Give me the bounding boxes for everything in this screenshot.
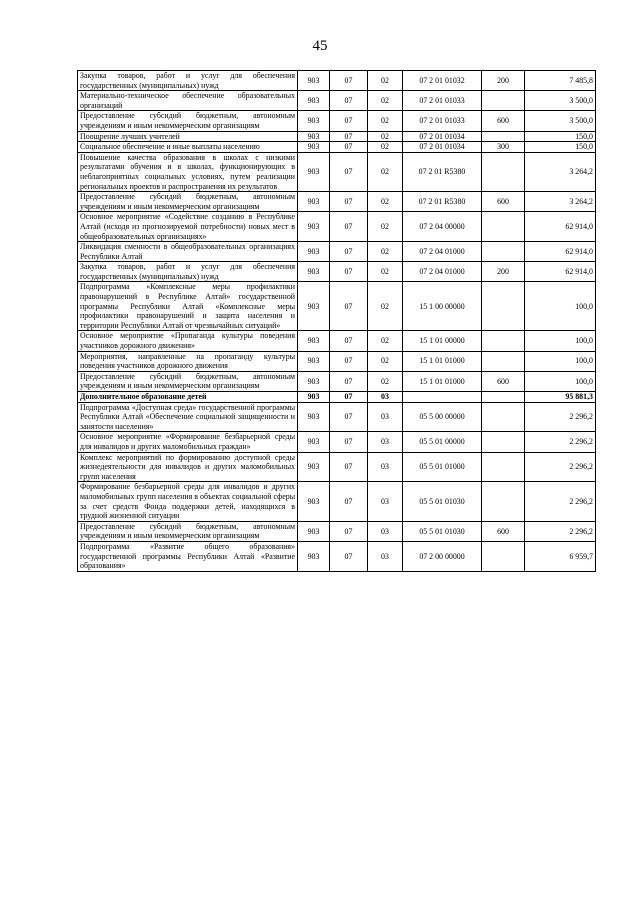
- grbs-code-cell: 903: [298, 152, 330, 191]
- subsection-code-cell: 02: [368, 131, 403, 142]
- section-code-cell: 07: [330, 212, 368, 242]
- expense-type-cell: 600: [482, 521, 525, 541]
- grbs-code-cell: 903: [298, 262, 330, 282]
- target-article-cell: 07 2 01 R5380: [403, 152, 482, 191]
- row-name-cell: Повышение качества образования в школах с низкими результатами обучения и в школах, функционирующих в неблагоприятных социальных условиях, путем реализации региональных проектов и распространения их результатов: [78, 152, 298, 191]
- grbs-code-cell: 903: [298, 521, 330, 541]
- amount-cell: 95 881,3: [525, 392, 596, 403]
- row-name-cell: Основное мероприятие «Пропаганда культуры поведения участников дорожного движения»: [78, 331, 298, 351]
- amount-cell: 7 485,8: [525, 71, 596, 91]
- row-name-cell: Закупка товаров, работ и услуг для обеспечения государственных (муниципальных) нужд: [78, 71, 298, 91]
- expense-type-cell: 600: [482, 192, 525, 212]
- section-code-cell: 07: [330, 111, 368, 131]
- grbs-code-cell: 903: [298, 452, 330, 482]
- section-code-cell: 07: [330, 131, 368, 142]
- table-row: [78, 482, 596, 521]
- amount-cell: 3 500,0: [525, 91, 596, 111]
- subsection-code-cell: 03: [368, 432, 403, 452]
- section-code-cell: 07: [330, 482, 368, 521]
- target-article-cell: 05 5 00 00000: [403, 402, 482, 432]
- subsection-code-cell: 02: [368, 192, 403, 212]
- grbs-code-cell: 903: [298, 371, 330, 391]
- target-article-cell: 07 2 01 R5380: [403, 192, 482, 212]
- table-row: [78, 541, 596, 571]
- expense-type-cell: [482, 452, 525, 482]
- table-row: [78, 392, 596, 403]
- target-article-cell: 15 1 01 00000: [403, 331, 482, 351]
- section-code-cell: 07: [330, 351, 368, 371]
- expense-type-cell: [482, 402, 525, 432]
- row-name-cell: Дополнительное образование детей: [78, 392, 298, 403]
- table-row: [78, 452, 596, 482]
- target-article-cell: 05 5 01 00000: [403, 432, 482, 452]
- subsection-code-cell: 02: [368, 152, 403, 191]
- table-row: [78, 432, 596, 452]
- section-code-cell: 07: [330, 91, 368, 111]
- row-name-cell: Основное мероприятие «Содействие созданию в Республике Алтай (исходя из прогнозируемой потребности) новых мест в общеобразовательных организациях»: [78, 212, 298, 242]
- amount-cell: 100,0: [525, 282, 596, 331]
- amount-cell: 2 296,2: [525, 482, 596, 521]
- section-code-cell: 07: [330, 452, 368, 482]
- subsection-code-cell: 03: [368, 402, 403, 432]
- subsection-code-cell: 02: [368, 91, 403, 111]
- amount-cell: 100,0: [525, 371, 596, 391]
- table-row: [78, 152, 596, 191]
- row-name-cell: Социальное обеспечение и иные выплаты населению: [78, 142, 298, 153]
- target-article-cell: 07 2 04 01000: [403, 262, 482, 282]
- table-row: [78, 402, 596, 432]
- subsection-code-cell: 02: [368, 142, 403, 153]
- grbs-code-cell: 903: [298, 432, 330, 452]
- expense-type-cell: 200: [482, 262, 525, 282]
- grbs-code-cell: 903: [298, 541, 330, 571]
- subsection-code-cell: 02: [368, 331, 403, 351]
- expense-type-cell: [482, 212, 525, 242]
- amount-cell: 3 500,0: [525, 111, 596, 131]
- table-row: [78, 91, 596, 111]
- table-row: [78, 242, 596, 262]
- target-article-cell: 05 5 01 01030: [403, 521, 482, 541]
- expense-type-cell: [482, 541, 525, 571]
- grbs-code-cell: 903: [298, 282, 330, 331]
- expense-type-cell: [482, 392, 525, 403]
- target-article-cell: 05 5 01 01000: [403, 452, 482, 482]
- amount-cell: 2 296,2: [525, 521, 596, 541]
- grbs-code-cell: 903: [298, 212, 330, 242]
- subsection-code-cell: 02: [368, 71, 403, 91]
- table-row: [78, 142, 596, 153]
- row-name-cell: Формирование безбарьерной среды для инвалидов и других маломобильных групп населения в объектах социальной сферы за счет средств Фонда поддержки детей, находящихся в трудной жизненной ситуации: [78, 482, 298, 521]
- target-article-cell: 07 2 00 00000: [403, 541, 482, 571]
- expense-type-cell: [482, 131, 525, 142]
- row-name-cell: Подпрограмма «Комплексные меры профилактики правонарушений в Республике Алтай» государственной программы Республики Алтай «Комплексные меры профилактики правонарушений и защита населения и территории Республики Алтай от чрезвычайных ситуаций»: [78, 282, 298, 331]
- section-code-cell: 07: [330, 432, 368, 452]
- section-code-cell: 07: [330, 262, 368, 282]
- subsection-code-cell: 02: [368, 212, 403, 242]
- amount-cell: 100,0: [525, 351, 596, 371]
- grbs-code-cell: 903: [298, 482, 330, 521]
- expense-type-cell: [482, 482, 525, 521]
- expense-type-cell: [482, 91, 525, 111]
- section-code-cell: 07: [330, 282, 368, 331]
- target-article-cell: 07 2 01 01032: [403, 71, 482, 91]
- subsection-code-cell: 02: [368, 262, 403, 282]
- target-article-cell: 07 2 04 00000: [403, 212, 482, 242]
- grbs-code-cell: 903: [298, 71, 330, 91]
- table-row: [78, 331, 596, 351]
- section-code-cell: 07: [330, 541, 368, 571]
- subsection-code-cell: 02: [368, 282, 403, 331]
- grbs-code-cell: 903: [298, 242, 330, 262]
- amount-cell: 100,0: [525, 331, 596, 351]
- expense-type-cell: [482, 242, 525, 262]
- target-article-cell: 15 1 01 01000: [403, 351, 482, 371]
- subsection-code-cell: 03: [368, 452, 403, 482]
- table-row: [78, 521, 596, 541]
- grbs-code-cell: 903: [298, 351, 330, 371]
- section-code-cell: 07: [330, 152, 368, 191]
- grbs-code-cell: 903: [298, 91, 330, 111]
- expense-type-cell: 600: [482, 111, 525, 131]
- table-row: [78, 192, 596, 212]
- amount-cell: 3 264,2: [525, 192, 596, 212]
- subsection-code-cell: 02: [368, 111, 403, 131]
- section-code-cell: 07: [330, 242, 368, 262]
- expense-type-cell: [482, 351, 525, 371]
- table-row: [78, 111, 596, 131]
- table-row: [78, 371, 596, 391]
- row-name-cell: Предоставление субсидий бюджетным, автономным учреждениям и иным некоммерческим организациям: [78, 371, 298, 391]
- section-code-cell: 07: [330, 521, 368, 541]
- table-row: [78, 212, 596, 242]
- table-row: [78, 282, 596, 331]
- target-article-cell: 07 2 01 01034: [403, 142, 482, 153]
- row-name-cell: Подпрограмма «Развитие общего образования» государственной программы Республики Алтай «Развитие образования»: [78, 541, 298, 571]
- amount-cell: 62 914,0: [525, 212, 596, 242]
- section-code-cell: 07: [330, 142, 368, 153]
- amount-cell: 150,0: [525, 131, 596, 142]
- grbs-code-cell: 903: [298, 402, 330, 432]
- section-code-cell: 07: [330, 331, 368, 351]
- amount-cell: 2 296,2: [525, 432, 596, 452]
- expense-type-cell: [482, 152, 525, 191]
- amount-cell: 3 264,2: [525, 152, 596, 191]
- row-name-cell: Подпрограмма «Доступная среда» государственной программы Республики Алтай «Обеспечение социальной защищенности и занятости населения»: [78, 402, 298, 432]
- row-name-cell: Предоставление субсидий бюджетным, автономным учреждениям и иным некоммерческим организациям: [78, 521, 298, 541]
- expense-type-cell: 200: [482, 71, 525, 91]
- subsection-code-cell: 02: [368, 351, 403, 371]
- subsection-code-cell: 02: [368, 371, 403, 391]
- row-name-cell: Поощрение лучших учителей: [78, 131, 298, 142]
- grbs-code-cell: 903: [298, 331, 330, 351]
- row-name-cell: Мероприятия, направленные на пропаганду культуры поведения участников дорожного движения: [78, 351, 298, 371]
- subsection-code-cell: 03: [368, 392, 403, 403]
- grbs-code-cell: 903: [298, 142, 330, 153]
- budget-table-body: [78, 71, 596, 572]
- target-article-cell: 15 1 01 01000: [403, 371, 482, 391]
- row-name-cell: Закупка товаров, работ и услуг для обеспечения государственных (муниципальных) нужд: [78, 262, 298, 282]
- page-number: 45: [312, 38, 328, 54]
- row-name-cell: Предоставление субсидий бюджетным, автономным учреждениям и иным некоммерческим организациям: [78, 111, 298, 131]
- expense-type-cell: 300: [482, 142, 525, 153]
- amount-cell: 2 296,2: [525, 402, 596, 432]
- subsection-code-cell: 03: [368, 482, 403, 521]
- amount-cell: 62 914,0: [525, 262, 596, 282]
- section-code-cell: 07: [330, 192, 368, 212]
- section-code-cell: 07: [330, 71, 368, 91]
- subsection-code-cell: 03: [368, 521, 403, 541]
- grbs-code-cell: 903: [298, 392, 330, 403]
- amount-cell: 6 959,7: [525, 541, 596, 571]
- expense-type-cell: [482, 331, 525, 351]
- expense-type-cell: [482, 282, 525, 331]
- expense-type-cell: [482, 432, 525, 452]
- expense-type-cell: 600: [482, 371, 525, 391]
- section-code-cell: 07: [330, 371, 368, 391]
- row-name-cell: Материально-техническое обеспечение образовательных организаций: [78, 91, 298, 111]
- amount-cell: 62 914,0: [525, 242, 596, 262]
- target-article-cell: [403, 392, 482, 403]
- subsection-code-cell: 02: [368, 242, 403, 262]
- section-code-cell: 07: [330, 392, 368, 403]
- grbs-code-cell: 903: [298, 192, 330, 212]
- target-article-cell: 07 2 01 01034: [403, 131, 482, 142]
- grbs-code-cell: 903: [298, 131, 330, 142]
- amount-cell: 2 296,2: [525, 452, 596, 482]
- subsection-code-cell: 03: [368, 541, 403, 571]
- grbs-code-cell: 903: [298, 111, 330, 131]
- table-row: [78, 71, 596, 91]
- row-name-cell: Предоставление субсидий бюджетным, автономным учреждениям и иным некоммерческим организациям: [78, 192, 298, 212]
- row-name-cell: Комплекс мероприятий по формированию доступной среды жизнедеятельности для инвалидов и других маломобильных групп населения: [78, 452, 298, 482]
- section-code-cell: 07: [330, 402, 368, 432]
- target-article-cell: 07 2 01 01033: [403, 91, 482, 111]
- row-name-cell: Основное мероприятие «Формирование безбарьерной среды для инвалидов и других маломобильных граждан»: [78, 432, 298, 452]
- amount-cell: 150,0: [525, 142, 596, 153]
- target-article-cell: 05 5 01 01030: [403, 482, 482, 521]
- table-row: [78, 131, 596, 142]
- table-row: [78, 351, 596, 371]
- table-row: [78, 262, 596, 282]
- target-article-cell: 15 1 00 00000: [403, 282, 482, 331]
- row-name-cell: Ликвидация сменности в общеобразовательных организациях Республики Алтай: [78, 242, 298, 262]
- budget-table: [77, 70, 596, 572]
- target-article-cell: 07 2 04 01000: [403, 242, 482, 262]
- target-article-cell: 07 2 01 01033: [403, 111, 482, 131]
